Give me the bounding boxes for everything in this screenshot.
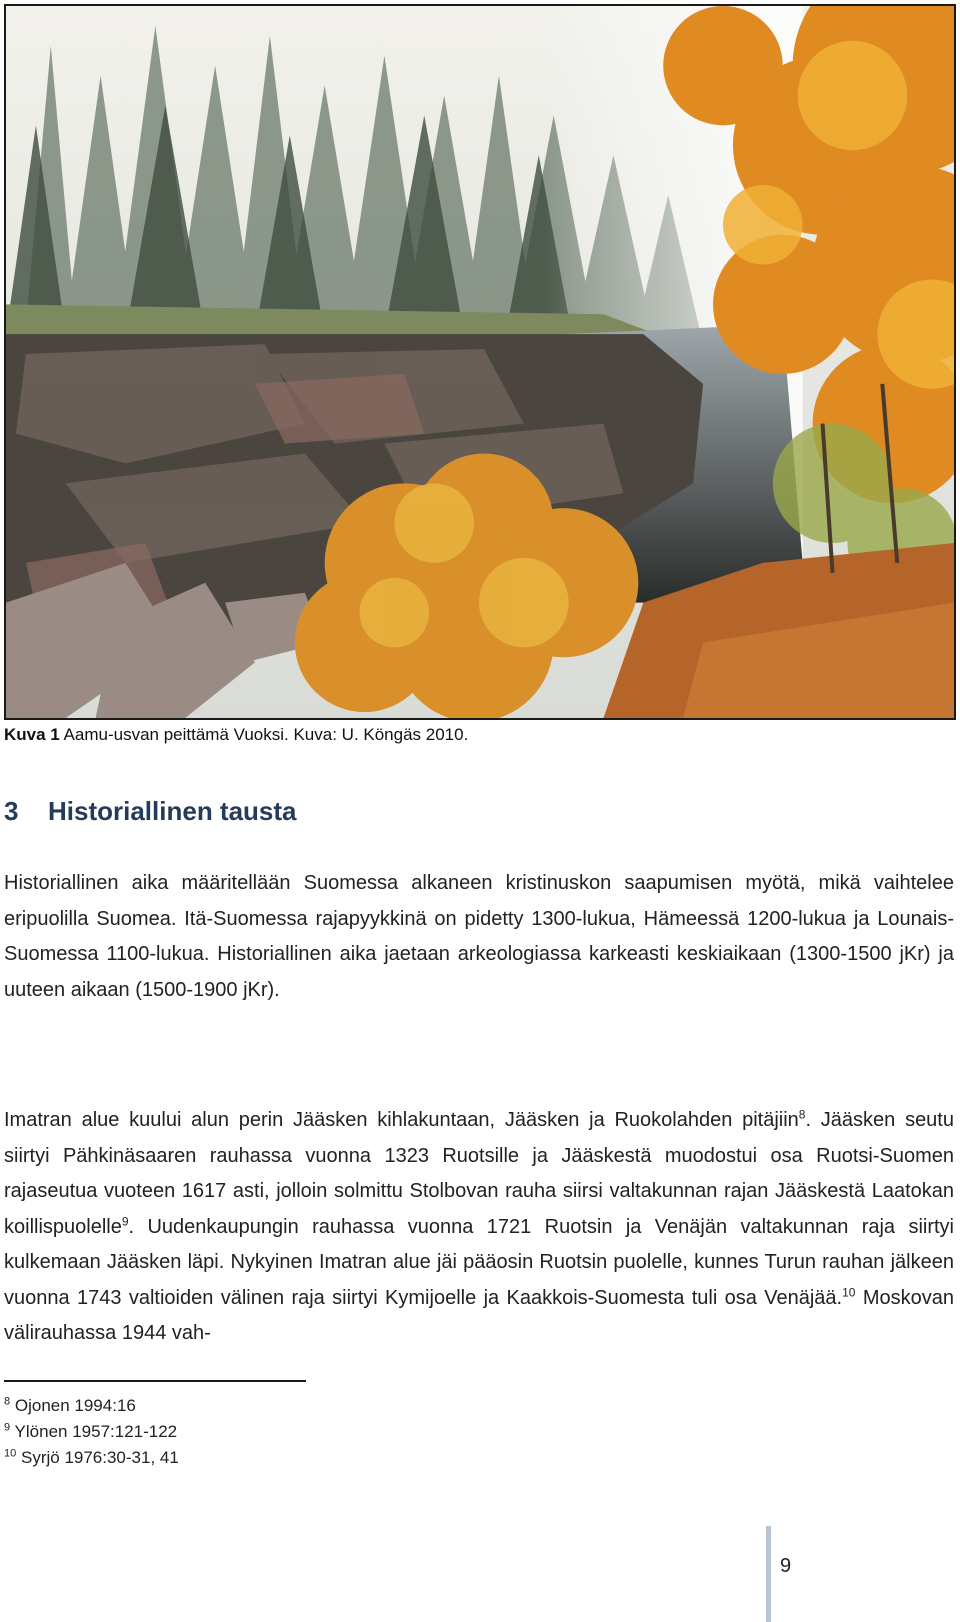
section-title: Historiallinen tausta <box>48 796 297 826</box>
footnote-text: Ojonen 1994:16 <box>14 1396 136 1415</box>
figure-caption <box>4 724 468 746</box>
footnote-text: Syrjö 1976:30-31, 41 <box>20 1448 179 1467</box>
footnote-separator <box>4 1380 306 1382</box>
paragraph-2 <box>4 1103 954 1352</box>
footnote-10 <box>4 1445 179 1471</box>
footnote-text: Ylönen 1957:121-122 <box>14 1422 178 1441</box>
paragraph-2-part-4: Moskovan välirauhassa 1944 vah- <box>4 1286 954 1344</box>
footnote-9 <box>4 1419 179 1445</box>
footnote-8 <box>4 1393 179 1419</box>
paragraph-2-part-1: Imatran alue kuului alun perin Jääsken kihlakuntaan, Jääsken ja Ruokolahden pitäjiin <box>4 1109 799 1131</box>
footnote-number: 10 <box>4 1447 17 1460</box>
footnotes <box>4 1393 179 1471</box>
footnote-number: 9 <box>4 1421 11 1434</box>
figure-caption-text: Aamu-usvan peittämä Vuoksi. Kuva: U. Köngäs 2010. <box>63 725 469 744</box>
section-number: 3 <box>4 796 19 826</box>
page-number: 9 <box>780 1555 792 1577</box>
figure-caption-label: Kuva 1 <box>4 725 60 744</box>
page-number-bar <box>766 1526 771 1622</box>
footnote-ref-10: 10 <box>842 1284 856 1299</box>
paragraph-2-part-2: . Jääsken seutu siirtyi Pähkinäsaaren rauhassa vuonna 1323 Ruotsille ja Jääskestä muodostui osa Ruotsi-Suomen rajaseutua vuoteen 1617 asti, jolloin solmittu Stolbovan rauha siirsi valtakunnan rajan Jääskestä Laatokan koillispuolelle <box>4 1109 954 1238</box>
paragraph-2-part-3: . Uudenkaupungin rauhassa vuonna 1721 Ruotsin ja Venäjän valtakunnan raja siirtyi kulkemaan Jääsken läpi. Nykyinen Imatran alue jäi pääosin Ruotsin puolelle, kunnes Turun rauhan jälkeen vuonna 1743 valtioiden välinen raja siirtyi Kymijoelle ja Kaakkois-Suomesta tuli osa Venäjää. <box>4 1215 954 1309</box>
footnote-number: 8 <box>4 1395 11 1408</box>
paragraph-1: Historiallinen aika määritellään Suomessa alkaneen kristinuskon saapumisen myötä, mikä vaihtelee eripuolilla Suomea. Itä-Suomessa rajapyykkinä on pidetty 1300-lukua, Hämeessä 1200-lukua ja Lounais-Suomessa 1100-lukua. Historiallinen aika jaetaan arkeologiassa karkeasti keskiaikaan (1300-1500 jKr) ja uuteen aikaan (1500-1900 jKr). <box>4 872 954 1001</box>
footnote-ref-9: 9 <box>121 1213 129 1228</box>
figure-photo <box>4 4 956 720</box>
section-heading <box>4 796 297 827</box>
photo-illustration <box>6 6 954 718</box>
footnote-ref-8: 8 <box>798 1107 806 1122</box>
